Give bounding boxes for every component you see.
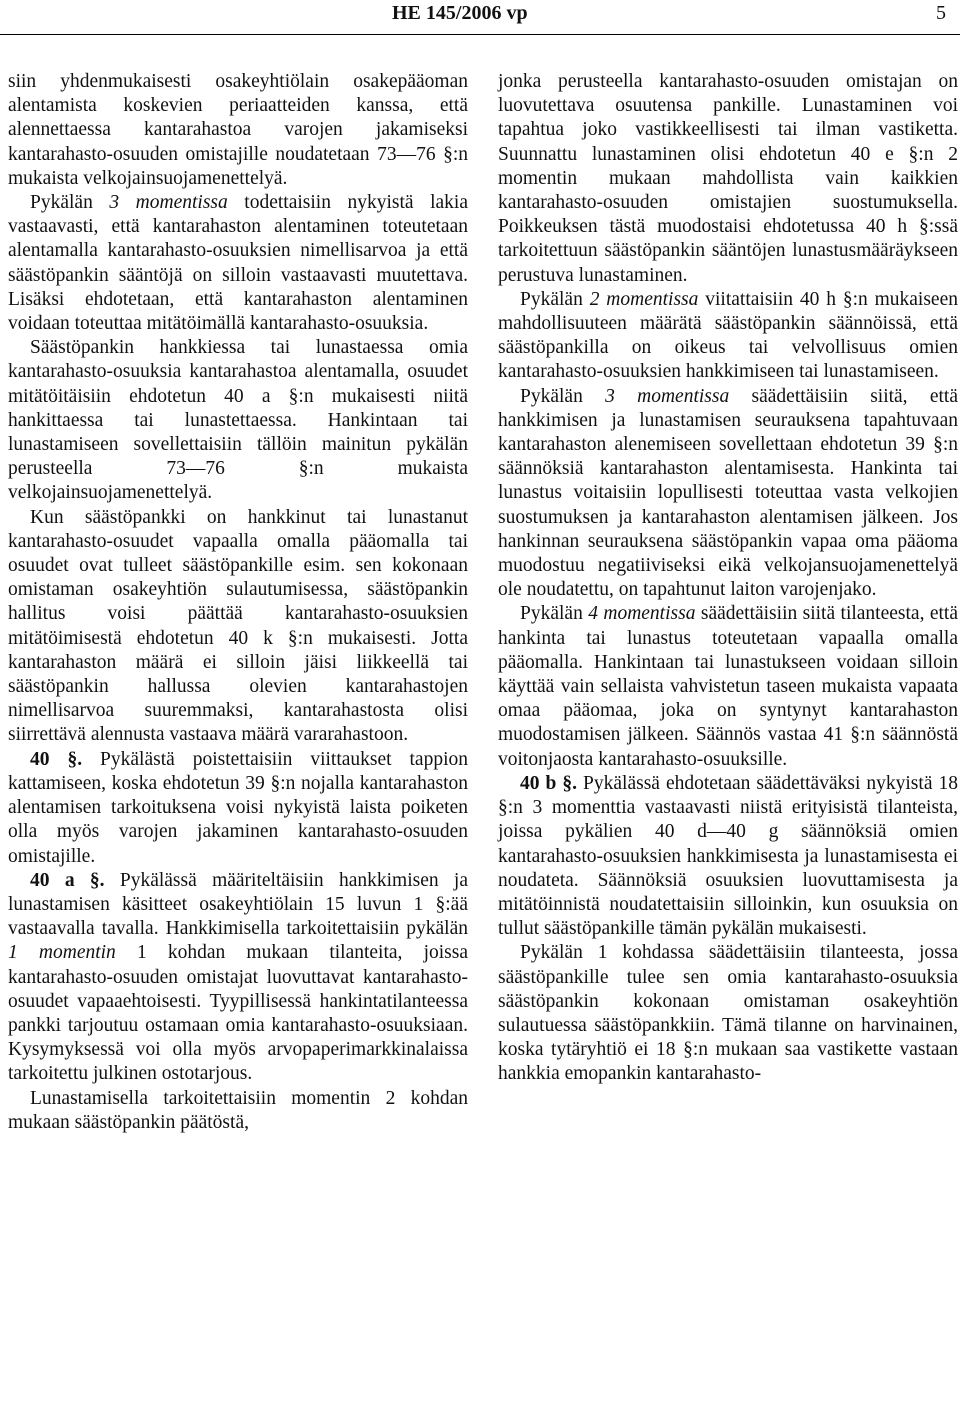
page-number: 5 (936, 2, 946, 24)
section-ref: 40 b §. (520, 772, 578, 794)
paragraph: Pykälän 3 momentissa todettaisiin nykyistä lakia vastaavasti, että kantarahaston alentaminen toteutetaan alentamalla kantarahasto-osuuksien nimellisarvoa ja että säästöpankin sääntöjä on silloin vastaavasti muutettava. Lisäksi ehdotetaan, että kantarahaston alentaminen voidaan toteuttaa mitätöimällä kantarahasto-osuuksia. (8, 192, 468, 335)
section-ref: 40 §. (30, 748, 83, 770)
paragraph: 40 a §. Pykälässä määriteltäisiin hankkimisen ja lunastamisen käsitteet osakeyhtiölain 15 luvun 1 §:ää vastaavalla tavalla. Hankkimisella tarkoitettaisiin pykälän 1 momentin 1 kohdan mukaan tilanteita, joissa kantarahasto-osuuden omistajat luovuttavat kantarahasto-osuudet vapaaehtoisesti. Tyypillisessä hankintatilanteessa pankki tarjoutuu ostamaan omia kantarahasto-osuuksiaan. Kysymyksessä voi olla myös arvopaperimarkkinalaissa tarkoitettu julkinen ostotarjous. (8, 869, 468, 1085)
page-header (0, 0, 960, 36)
paragraph: Pykälän 4 momentissa säädettäisiin siitä tilanteesta, että hankinta tai lunastus toteutetaan vapaalla omalla pääomalla. Hankintaan tai lunastukseen voidaan silloin käyttää vain sellaista vahvistetun taseen mukaista vapaata omaa pääomaa, joka on syntynyt kantarahaston muodostamisen jälkeen. Säännös vastaa 41 §:n säännöstä voitonjaosta kantarahasto-osuuksille. (498, 603, 958, 770)
paragraph: Kun säästöpankki on hankkinut tai lunastanut kantarahasto-osuudet vapaalla omalla pääomalla tai osuudet ovat tulleet säästöpankille esim. sen kokonaan omistaman osakeyhtiön sulautumisessa, säästöpankin hallitus voisi päättää kantarahasto-osuuksien mitätöimisestä ehdotetun 40 k §:n mukaisesti. Jotta kantarahaston määrä ei silloin jäisi liikkeellä tai säästöpankin hallussa olevien kantarahastojen nimellisarvoa suuremmaksi, kantarahastosta olisi siirrettävä alennusta vastaava määrä vararahastoon. (8, 506, 468, 746)
right-column (498, 70, 958, 1087)
paragraph: jonka perusteella kantarahasto-osuuden omistajan on luovutettava osuutensa pankille. Lunastaminen voi tapahtua joko vastikkeellisesti tai ilman vastiketta. Suunnattu lunastaminen olisi ehdotetun 40 e §:n 2 momentin mukaan mahdollista vain kaikkien kantarahasto-osuuden omistajien suostumuksella. Poikkeuksen tästä muodostaisi ehdotetussa 40 h §:ssä tarkoitettuun säästöpankin sääntöjen lunastusmääräykseen perustuva lunastaminen. (498, 71, 958, 286)
paragraph: Lunastamisella tarkoitettaisiin momentin 2 kohdan mukaan säästöpankin päätöstä, (8, 1087, 468, 1133)
paragraph: Pykälän 2 momentissa viitattaisiin 40 h §:n mukaiseen mahdollisuuteen määrätä säästöpankin säännöissä, että säästöpankilla on oikeus tai velvollisuus omien kantarahasto-osuuksien hankkimiseen tai lunastamiseen. (498, 288, 958, 383)
header-rule (0, 34, 960, 35)
document-id: HE 145/2006 vp (392, 2, 528, 24)
section-ref: 40 a §. (30, 869, 105, 891)
paragraph: Pykälän 3 momentissa säädettäisiin siitä, että hankkimisen ja lunastamisen seurauksena tapahtuvaan kantarahaston alenemiseen sovellettaan ehdotetun 39 §:n säännöksiä kantarahaston alentamisesta. Hankinta tai lunastus voitaisiin lopullisesti toteuttaa vasta velkojien suostumuksen ja kantarahaston alentamisen jälkeen. Jos hankinnan seurauksena säästöpankin vapaa oma pääoma muodostuu negatiiviseksi eikä velkojansuojamenettelyä ole noudatettu, on tapahtunut laiton varojenjako. (498, 385, 958, 601)
paragraph: siin yhdenmukaisesti osakeyhtiölain osakepääoman alentamista koskevien periaatteiden kanssa, että alennettaessa kantarahastoa varojen jakamiseksi kantarahasto-osuuden omistajille noudatetaan 73—76 §:n mukaista velkojainsuojamenettelyä. (8, 71, 468, 189)
paragraph: Pykälän 1 kohdassa säädettäisiin tilanteesta, jossa säästöpankille tulee sen omia kantarahasto-osuuksia säästöpankin kokonaan omistaman osakeyhtiön sulautuessa säästöpankkiin. Tämä tilanne on harvinainen, koska tytäryhtiö ei 18 §:n mukaan saa vastikette vastaan hankkia emopankin kantarahasto- (498, 942, 958, 1085)
left-column (8, 70, 468, 1135)
paragraph: Säästöpankin hankkiessa tai lunastaessa omia kantarahasto-osuuksia kantarahastoa alentamalla, osuudet mitätöitäisiin ehdotetun 40 a §:n mukaisesti niitä hankittaessa tai lunastettaessa. Hankintaan tai lunastamiseen sovellettaisiin tällöin mainitun pykälän perusteella 73—76 §:n mukaista velkojainsuojamenettelyä. (8, 337, 468, 504)
paragraph: 40 b §. Pykälässä ehdotetaan säädettäväksi nykyistä 18 §:n 3 momenttia vastaavasti niistä erityisistä tilanteista, joissa pykälien 40 d—40 g säännöksiä omien kantarahasto-osuuksien hankkimisesta ja lunastamisesta ei noudateta. Säännöksiä osuuksien luovuttamisesta ja mitätöinnistä noudatettaisiin silloinkin, kun osuuksia on tullut säästöpankille tämän pykälän mukaisesti. (498, 772, 958, 940)
paragraph: 40 §. Pykälästä poistettaisiin viittaukset tappion kattamiseen, koska ehdotetun 39 §:n nojalla kantarahaston alentamisen tarkoituksena voisi nykyistä laista poiketen olla myös varojen jakaminen kantarahasto-osuuden omistajille. (8, 748, 469, 867)
